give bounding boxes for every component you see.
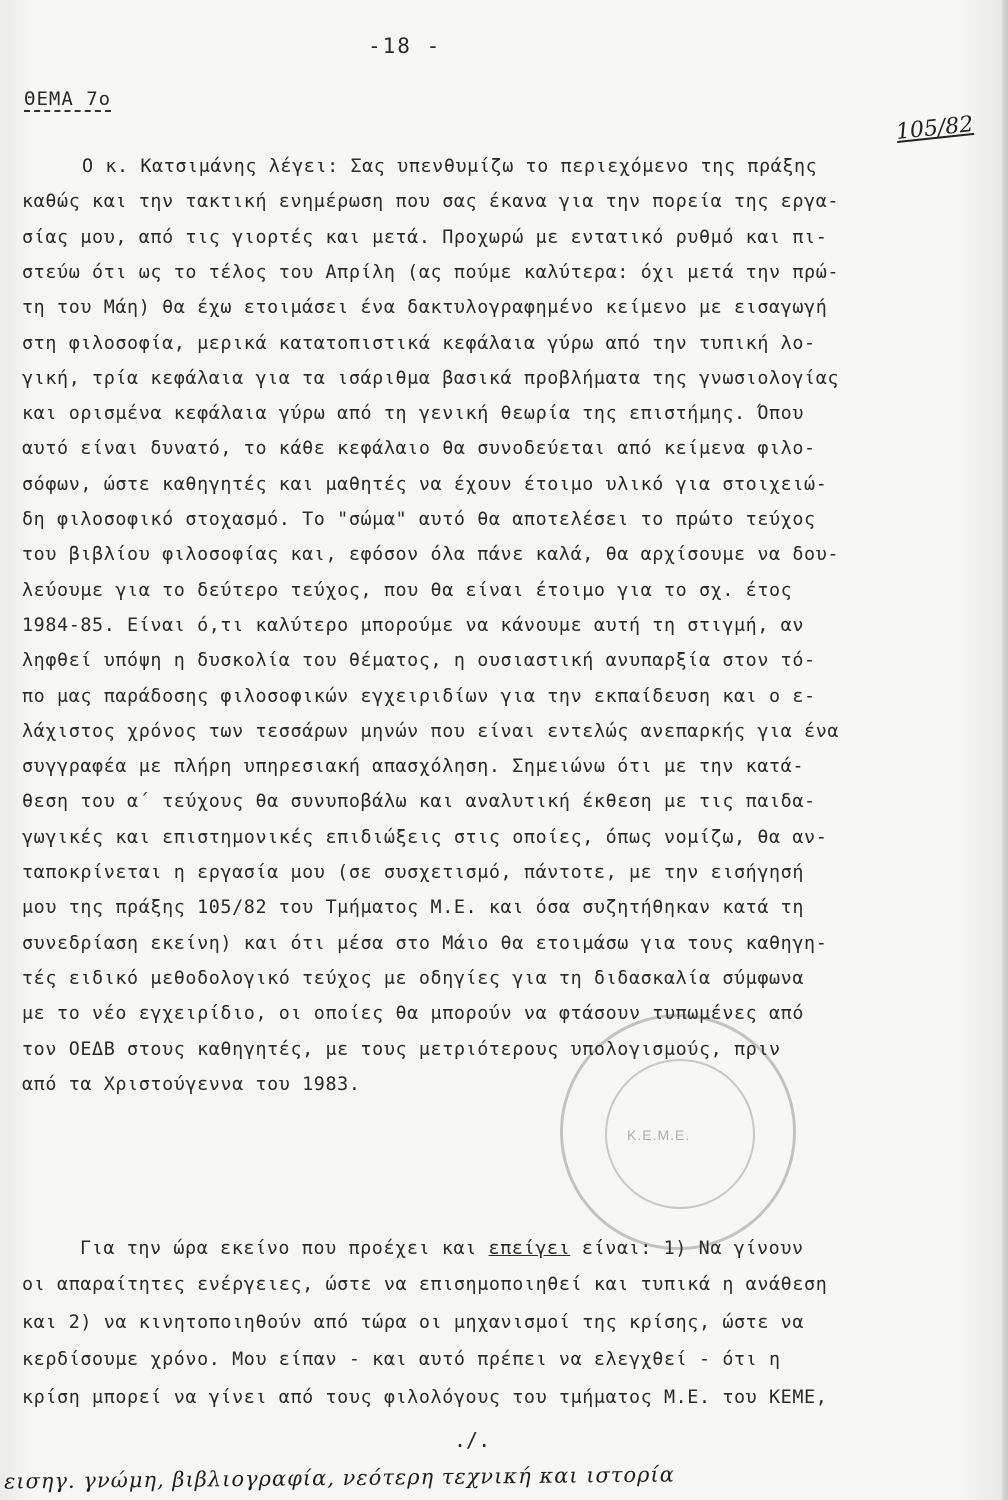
paragraph-2-line: οι απαραίτητες ενέργειες, ώστε να επισημοποιηθεί και τυπικά η ανάθεση — [22, 1274, 828, 1295]
paragraph-1-line: καθώς και την τακτική ενημέρωση που σας έκανα για την πορεία της εργα- — [22, 191, 840, 213]
paragraph-1-line: τον ΟΕΔΒ στους καθηγητές, με τους μετριότερους υπολογισμούς, πριν — [22, 1038, 781, 1060]
paragraph-1-line: λεύουμε για το δεύτερο τεύχος, που θα είναι έτοιμο για το σχ. έτος — [22, 579, 793, 601]
paragraph-1-line: στεύω ότι ως το τέλος του Απρίλη (ας πούμε καλύτερα: όχι μετά την πρώ- — [22, 261, 840, 283]
paragraph-1-line: δη φιλοσοφικό στοχασμό. Το "σώμα" αυτό θα αποτελέσει το πρώτο τεύχος — [22, 509, 816, 530]
paragraph-2-line: και 2) να κινητοποιηθούν από τώρα οι μηχανισμοί της κρίσης, ώστε να — [22, 1311, 805, 1333]
paragraph-1-line: ταποκρίνεται η εργασία μου (σε συσχετισμό, πάντοτε, με την εισήγησή — [22, 862, 805, 883]
reference-number: 105/82 — [894, 112, 975, 145]
paragraph-1-line: O κ. Κατσιμάνης λέγει: Σας υπενθυμίζω το περιεχόμενο της πράξης — [82, 156, 818, 177]
paragraph-1-line: συγγραφέα με πλήρη υπηρεσιακή απασχόληση. Σημειώνω ότι με την κατά- — [22, 756, 805, 778]
theme-title: ΘΕΜΑ 7ο — [24, 88, 112, 110]
stamp-text: Κ.Ε.Μ.Ε. — [627, 1127, 691, 1143]
paragraph-1-line: του βιβλίου φιλοσοφίας και, εφόσον όλα πάνε καλά, θα αρχίσουμε να δου- — [22, 544, 840, 566]
p2-suffix: είναι: 1) Να γίνουν — [570, 1238, 804, 1259]
paragraph-1-line: πο μας παράδοσης φιλοσοφικών εγχειριδίων για την εκπαίδευση και ο ε- — [22, 685, 816, 707]
paragraph-1-line: με το νέο εγχειρίδιο, οι οποίες θα μπορούν να φτάσουν τυπωμένες από — [22, 1003, 805, 1025]
paragraph-1-line: συνεδρίαση εκείνη) και ότι μέσα στο Μάιο θα ετοιμάσω για τους καθηγη- — [22, 932, 828, 954]
paragraph-2-line: κερδίσουμε χρόνο. Μου είπαν - και αυτό πρέπει να ελεγχθεί - ότι η — [22, 1349, 781, 1370]
page-edge-shadow — [1002, 0, 1008, 1500]
paragraph-1-line: και ορισμένα κεφάλαια γύρω από τη γενική θεωρία της επιστήμης. Όπου — [22, 403, 805, 425]
paragraph-1-line: τη του Μάη) θα έχω ετοιμάσει ένα δακτυλογραφημένο κείμενο με εισαγωγή — [22, 297, 828, 319]
paragraph-1-line: στη φιλοσοφία, μερικά κατατοπιστικά κεφάλαια γύρω από την τυπική λο- — [22, 332, 816, 354]
p2-underlined-word: επείγει — [488, 1238, 571, 1259]
paragraph-1-line: γική, τρία κεφάλαια για τα ισάριθμα βασικά προβλήματα της γνωσιολογίας — [22, 367, 840, 389]
paragraph-1-line: ληφθεί υπόψη η δυσκολία του θέματος, η ουσιαστική ανυπαρξία στον τό- — [22, 650, 816, 672]
paragraph-2-line: κρίση μπορεί να γίνει από τους φιλολόγους του τμήματος Μ.Ε. του ΚΕΜΕ, — [22, 1386, 828, 1408]
paragraph-1-line: σίας μου, από τις γιορτές και μετά. Προχωρώ με εντατικό ρυθμό και πι- — [22, 226, 828, 248]
paragraph-1-line: από τα Χριστούγεννα του 1983. — [22, 1073, 361, 1095]
paragraph-1-line: γωγικές και επιστημονικές επιδιώξεις στις οποίες, όπως νομίζω, θα αν- — [22, 826, 828, 848]
paragraph-1-line: σόφων, ώστε καθηγητές και μαθητές να έχουν έτοιμο υλικό για στοιχειώ- — [22, 473, 828, 495]
paragraph-1-line: θεση του α΄ τεύχους θα συνυποβάλω και αναλυτική έκθεση με τις παιδα- — [22, 791, 816, 813]
official-stamp — [560, 1014, 796, 1250]
page-number: -18 - — [368, 34, 442, 58]
paragraph-1-line: λάχιστος χρόνος των τεσσάρων μηνών που είναι εντελώς ανεπαρκής για ένα — [22, 720, 840, 742]
handwritten-note: εισηγ. γνώμη, βιβλιογραφία, νεότερη τεχνική και ιστορία — [3, 1462, 675, 1494]
paragraph-1-line: μου της πράξης 105/82 του Τμήματος Μ.Ε. και όσα συζητήθηκαν κατά τη — [22, 897, 805, 919]
continuation-mark: ./. — [454, 1428, 491, 1452]
paragraph-1-line: αυτό είναι δυνατό, το κάθε κεφάλαιο θα συνοδεύεται από κείμενα φιλο- — [22, 438, 816, 460]
paragraph-1-line: τές ειδικό μεθοδολογικό τεύχος με οδηγίες για τη διδασκαλία σύμφωνα — [22, 967, 805, 989]
p2-prefix: Για την ώρα εκείνο που προέχει και — [80, 1238, 489, 1259]
paragraph-1-line: 1984-85. Είναι ό,τι καλύτερο μπορούμε να κάνουμε αυτή τη στιγμή, αν — [22, 614, 805, 636]
